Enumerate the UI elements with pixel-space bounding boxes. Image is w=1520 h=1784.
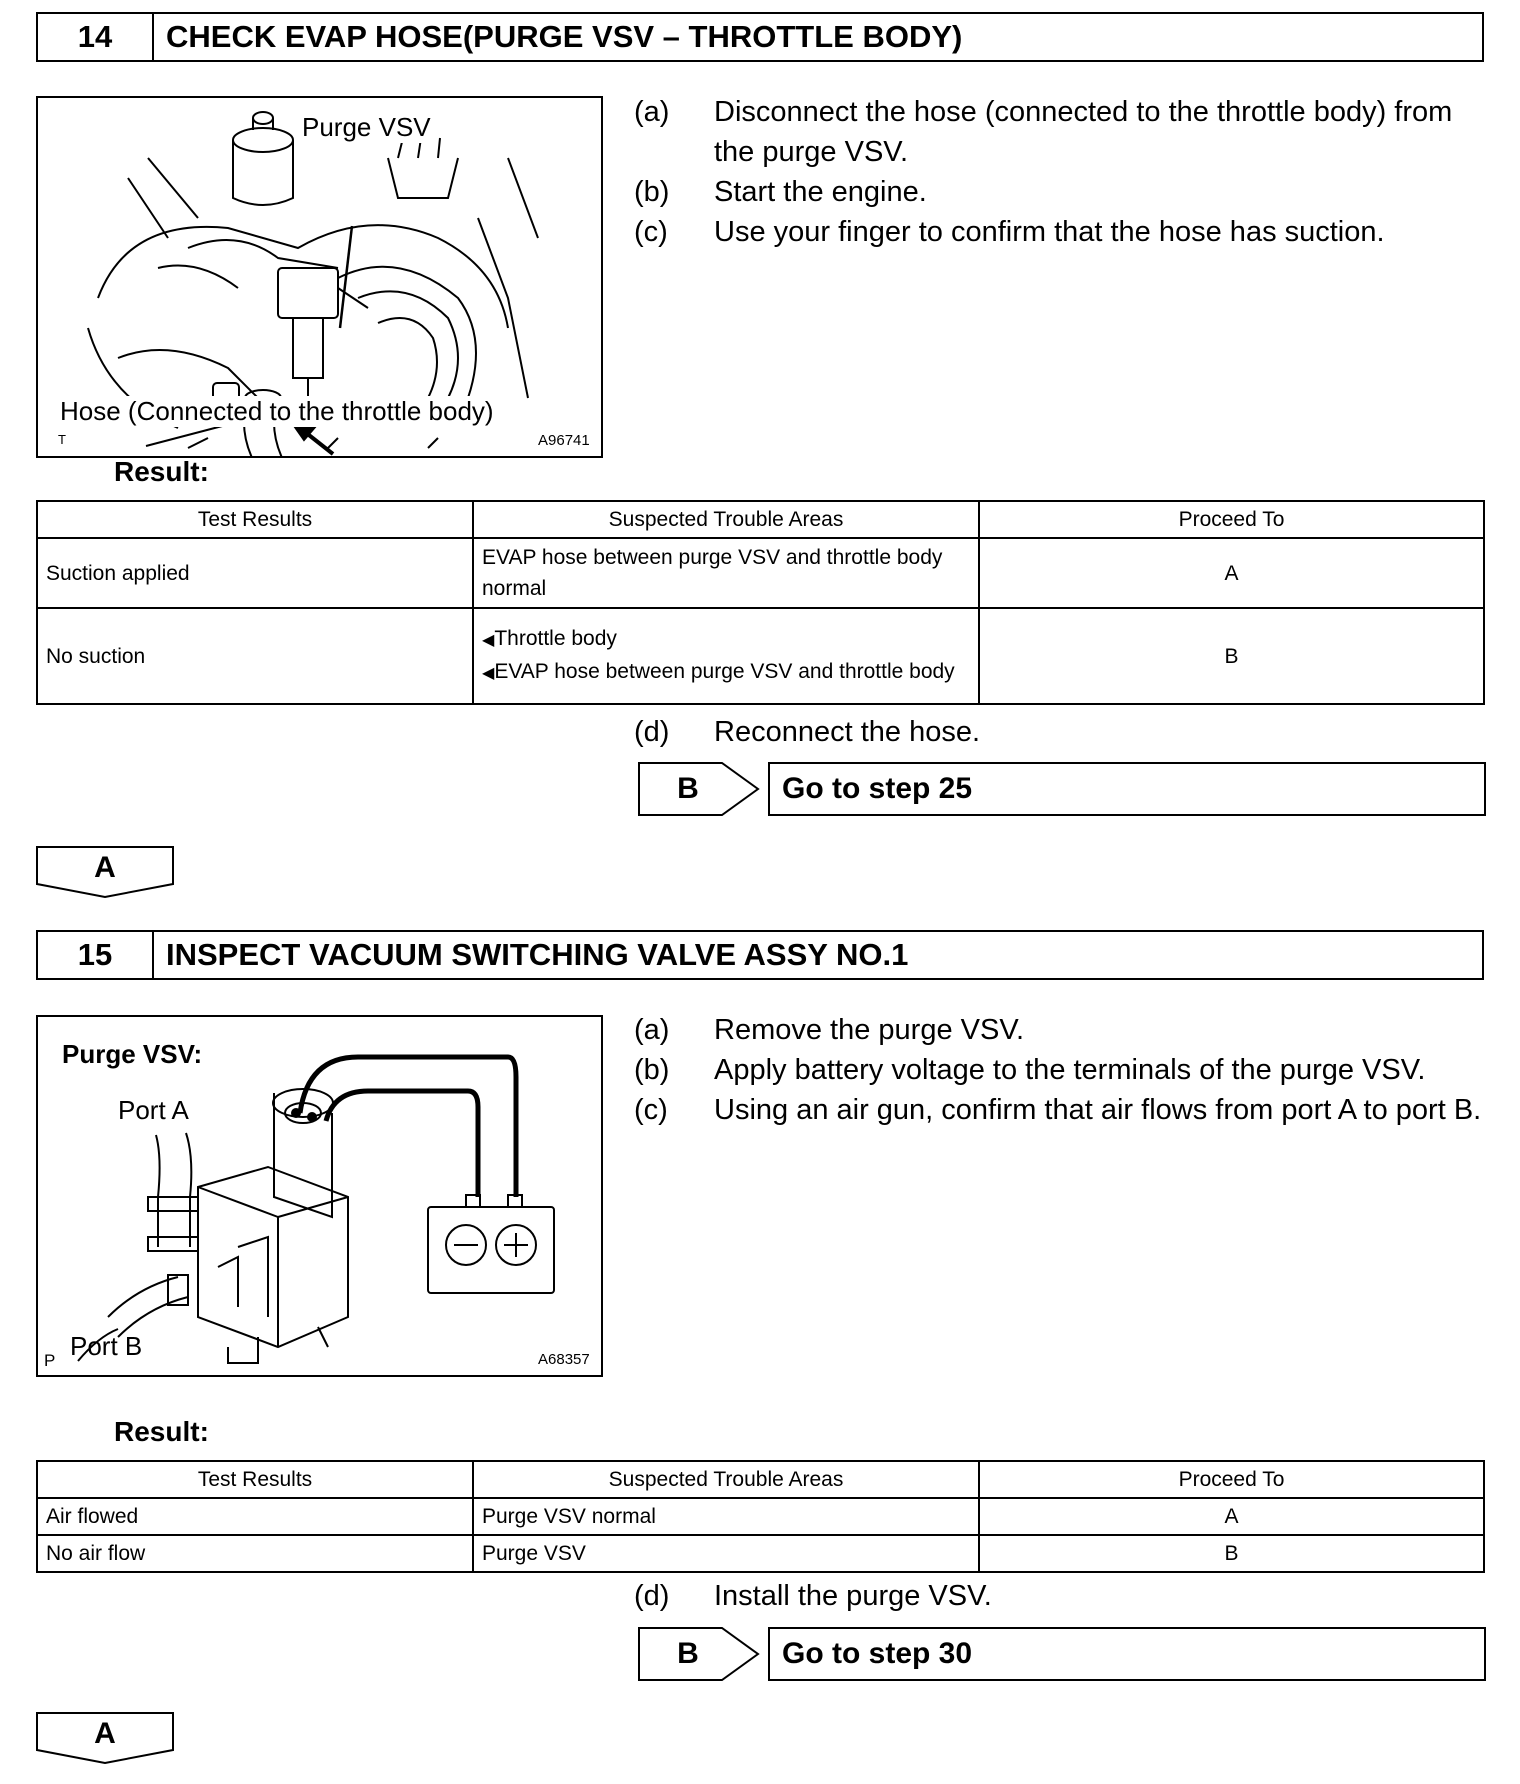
continue-a-box [36, 1712, 174, 1764]
area-text: EVAP hose between purge VSV and throttle body [494, 660, 955, 683]
instruction-item [634, 712, 1492, 752]
instruction-text: Start the engine. [714, 176, 927, 208]
table-header-cell: Suspected Trouble Areas [473, 1461, 979, 1498]
instruction-item [634, 212, 1492, 252]
area-list-item [482, 623, 970, 656]
table-cell-result: Suction applied [37, 538, 473, 608]
figure-code: A96741 [538, 432, 590, 449]
figure-title: Purge VSV: [62, 1039, 203, 1069]
step14-header [36, 12, 1484, 62]
figure-corner-mark: T [58, 432, 66, 447]
table-cell-proceed: B [979, 608, 1484, 704]
step-number: 15 [38, 932, 154, 978]
area-text: Throttle body [494, 627, 617, 650]
instruction-text: Reconnect the hose. [714, 716, 981, 748]
figure-label-port-a: Port A [118, 1095, 189, 1125]
figure-label-hose: Hose (Connected to the throttle body) [60, 396, 494, 426]
table-header-cell: Proceed To [979, 501, 1484, 538]
instruction-item [634, 172, 1492, 212]
instruction-letter: (c) [634, 1094, 668, 1126]
instruction-item [634, 1090, 1492, 1130]
table-cell-result: No suction [37, 608, 473, 704]
step15-after-instruction [634, 1576, 1492, 1616]
instruction-item [634, 1576, 1492, 1616]
table-row [37, 538, 1484, 608]
table-header-cell: Proceed To [979, 1461, 1484, 1498]
step14-figure [36, 96, 603, 458]
instruction-letter: (c) [634, 216, 668, 248]
instruction-text: Remove the purge VSV. [714, 1014, 1025, 1046]
continue-a-box [36, 846, 174, 898]
table-header-row [37, 501, 1484, 538]
table-cell-result: No air flow [37, 1535, 473, 1572]
figure-label-purge-vsv: Purge VSV [302, 112, 431, 142]
table-cell-proceed: B [979, 1535, 1484, 1572]
figure-label-port-b: Port B [70, 1331, 143, 1361]
table-cell-result: Air flowed [37, 1498, 473, 1535]
step15-result-table [36, 1460, 1485, 1573]
step15-instructions [634, 1010, 1492, 1130]
instruction-letter: (a) [634, 96, 670, 128]
continue-label: A [94, 1717, 116, 1750]
table-header-cell: Test Results [37, 1461, 473, 1498]
instruction-item [634, 92, 1492, 172]
step14-result-table [36, 500, 1485, 705]
instruction-letter: (d) [634, 1580, 670, 1612]
figure-corner-mark: P [44, 1351, 56, 1370]
result-label: Result: [114, 1416, 209, 1447]
table-row [37, 1535, 1484, 1572]
table-row [37, 1498, 1484, 1535]
go-to-step-link[interactable]: Go to step 25 [768, 762, 1486, 816]
branch-label: B [677, 772, 699, 805]
step14-after-instruction [634, 712, 1492, 752]
table-header-row [37, 1461, 1484, 1498]
step-number: 14 [38, 14, 154, 60]
instruction-item [634, 1050, 1492, 1090]
step-title: CHECK EVAP HOSE(PURGE VSV – THROTTLE BODY) [166, 19, 963, 54]
instruction-letter: (d) [634, 716, 670, 748]
bullet-icon: ◀ [482, 632, 495, 649]
instruction-text: Apply battery voltage to the terminals of the purge VSV. [714, 1054, 1426, 1086]
table-cell-area: Purge VSV normal [473, 1498, 979, 1535]
purge-vsv-illustration [38, 1017, 603, 1377]
instruction-text: Disconnect the hose (connected to the throttle body) from the purge VSV. [714, 96, 1453, 168]
table-header-cell: Test Results [37, 501, 473, 538]
branch-b-box [638, 1627, 1486, 1681]
table-header-cell: Suspected Trouble Areas [473, 501, 979, 538]
instruction-text: Using an air gun, confirm that air flows from port A to port B. [714, 1094, 1482, 1126]
result-label: Result: [114, 456, 209, 487]
area-list-item [482, 656, 970, 689]
figure-code: A68357 [538, 1351, 590, 1368]
instruction-letter: (b) [634, 176, 670, 208]
step15-header [36, 930, 1484, 980]
step-title: INSPECT VACUUM SWITCHING VALVE ASSY NO.1 [166, 937, 909, 972]
table-cell-area-list [473, 608, 979, 704]
table-cell-area: EVAP hose between purge VSV and throttle body normal [473, 538, 979, 608]
instruction-item [634, 1010, 1492, 1050]
instruction-letter: (b) [634, 1054, 670, 1086]
step15-figure [36, 1015, 603, 1377]
table-cell-proceed: A [979, 1498, 1484, 1535]
instruction-text: Install the purge VSV. [714, 1580, 992, 1612]
step14-instructions [634, 92, 1492, 252]
bullet-icon: ◀ [482, 665, 495, 682]
branch-label: B [677, 1637, 699, 1670]
table-cell-proceed: A [979, 538, 1484, 608]
instruction-text: Use your finger to confirm that the hose has suction. [714, 216, 1385, 248]
go-to-step-link[interactable]: Go to step 30 [768, 1627, 1486, 1681]
instruction-letter: (a) [634, 1014, 670, 1046]
table-cell-area: Purge VSV [473, 1535, 979, 1572]
branch-b-box [638, 762, 1486, 816]
continue-label: A [94, 851, 116, 884]
table-row [37, 608, 1484, 704]
